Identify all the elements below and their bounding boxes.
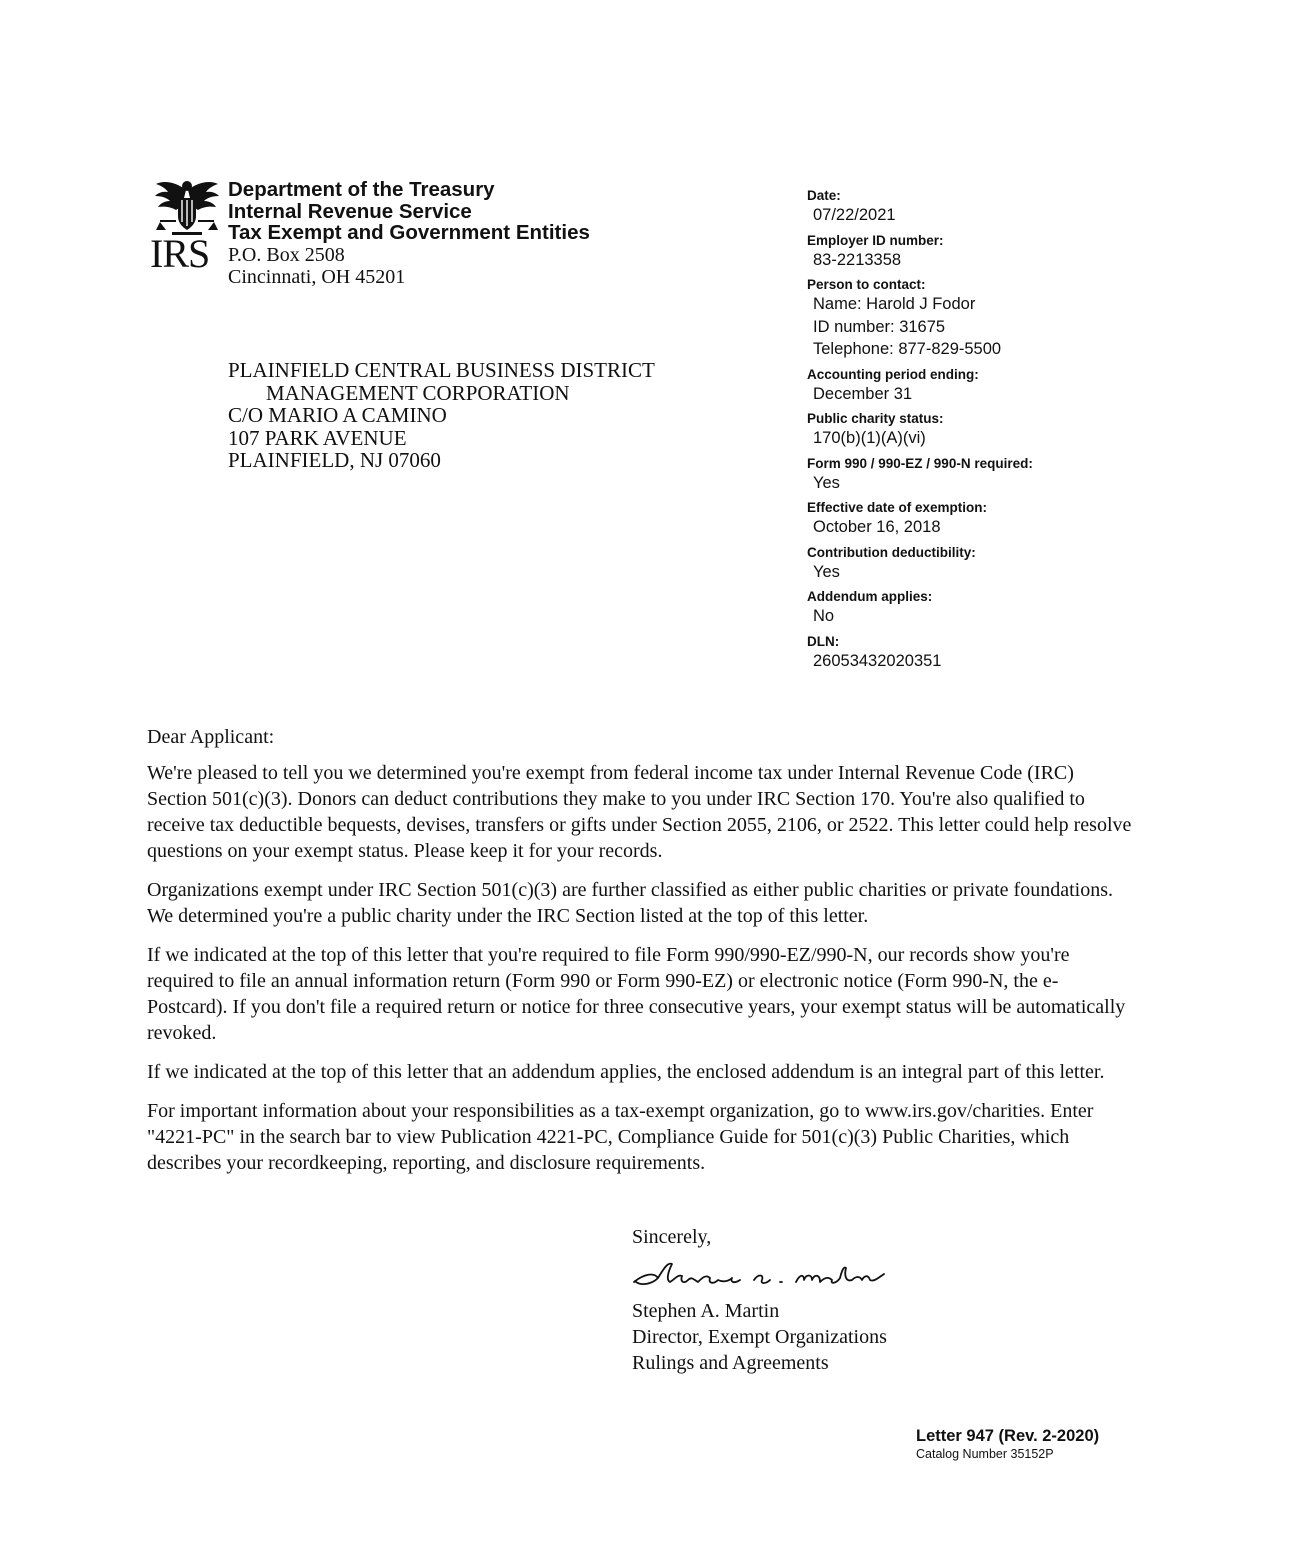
signer-name: Stephen A. Martin (632, 1300, 780, 1322)
dln-value: 26053432020351 (813, 651, 942, 670)
addendum-label: Addendum applies: (807, 589, 933, 604)
irs-logo-text: IRS (150, 231, 210, 276)
letter-body (147, 724, 1132, 1189)
form-required-label: Form 990 / 990-EZ / 990-N required: (807, 455, 1033, 471)
recipient-line: PLAINFIELD, NJ 07060 (228, 448, 441, 472)
ein-value: 83-2213358 (813, 250, 902, 269)
effective-date-value: October 16, 2018 (813, 518, 941, 536)
date-label: Date: (807, 188, 841, 203)
signer-title: Rulings and Agreements (632, 1352, 829, 1374)
accounting-value: December 31 (813, 384, 913, 403)
recipient-line: 107 PARK AVENUE (228, 425, 407, 450)
body-paragraph: For important information about your responsibilities as a tax-exempt organization, go to www.irs.gov/charities. Enter "4221-PC" in the search bar to view Publication 4221-PC, Compliance Guide for 501(c)(3) Public Charities, which describes your recordkeeping, reporting, and disclosure requirements. (147, 1100, 1094, 1174)
body-paragraph: We're pleased to tell you we determined you're exempt from federal income tax under Internal Revenue Code (IRC) Section 501(c)(3). Donors can deduct contributions they make to you under IRC Section 170. You're also qualified to receive tax deductible bequests, devises, transfers or gifts under Section 2055, 2106, or 2522. This letter could help resolve questions on your exempt status. Please keep it for your records. (147, 762, 1132, 862)
irs-logo (150, 176, 228, 276)
footer (916, 1426, 1099, 1462)
contact-label: Person to contact: (807, 277, 926, 292)
form-identifier: Letter 947 (Rev. 2-2020) (916, 1427, 1100, 1445)
letterhead (228, 179, 590, 288)
deductibility-label: Contribution deductibility: (807, 544, 976, 560)
contact-name: Name: Harold J Fodor (813, 295, 976, 313)
city-state: Cincinnati, OH 45201 (228, 265, 406, 288)
agency-line: Tax Exempt and Government Entities (228, 221, 590, 244)
agency-line: Internal Revenue Service (228, 199, 472, 223)
ein-label: Employer ID number: (807, 232, 944, 248)
dln-label: DLN: (807, 633, 840, 649)
info-column (807, 188, 1033, 672)
po-box: P.O. Box 2508 (228, 243, 345, 266)
catalog-number: Catalog Number 35152P (916, 1447, 1054, 1461)
recipient-address (228, 359, 655, 472)
recipient-line: C/O MARIO A CAMINO (228, 403, 447, 427)
contact-id: ID number: 31675 (813, 317, 946, 336)
agency-line: Department of the Treasury (228, 178, 495, 201)
recipient-line: PLAINFIELD CENTRAL BUSINESS DISTRICT (228, 358, 655, 382)
salutation: Dear Applicant: (147, 726, 275, 748)
form-required-value: Yes (813, 473, 840, 492)
effective-date-label: Effective date of exemption: (807, 500, 988, 515)
body-paragraph: Organizations exempt under IRC Section 501(c)(3) are further classified as either public charities or private foundations. We determined you're a public charity under the IRC Section listed at the top of this letter. (147, 879, 1113, 927)
signer-title: Director, Exempt Organizations (632, 1326, 887, 1348)
addendum-value: No (813, 607, 835, 625)
eagle-icon (152, 176, 222, 238)
closing-block (632, 1224, 898, 1376)
charity-status-value: 170(b)(1)(A)(vi) (813, 429, 926, 447)
body-paragraph: If we indicated at the top of this letter that you're required to file Form 990/990-EZ/990-N, our records show you're required to file an annual information return (Form 990 or Form 990-EZ) or electronic notice (Form 990-N, the e-Postcard). If you don't file a required return or notice for three consecutive years, your exempt status will be automatically revoked. (147, 944, 1126, 1044)
accounting-label: Accounting period ending: (807, 366, 979, 382)
deductibility-value: Yes (813, 562, 840, 581)
contact-phone: Telephone: 877-829-5500 (813, 340, 1002, 358)
body-paragraph: If we indicated at the top of this letter that an addendum applies, the enclosed addendum is an integral part of this letter. (147, 1061, 1105, 1083)
signature-image (628, 1252, 898, 1294)
sign-off: Sincerely, (632, 1226, 712, 1248)
date-value: 07/22/2021 (813, 206, 896, 224)
recipient-line: MANAGEMENT CORPORATION (266, 380, 570, 405)
charity-status-label: Public charity status: (807, 411, 944, 426)
